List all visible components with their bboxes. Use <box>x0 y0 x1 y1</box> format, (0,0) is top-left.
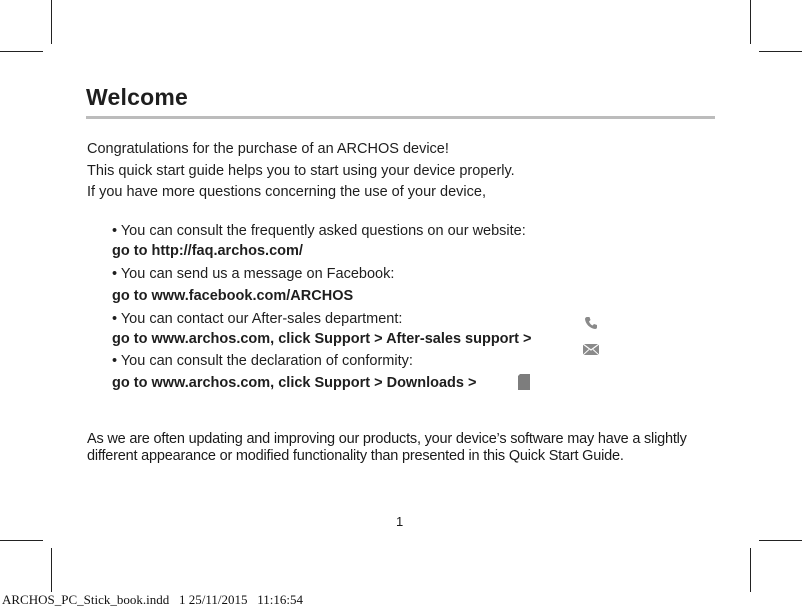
envelope-icon <box>583 340 599 359</box>
page-number: 1 <box>396 514 404 529</box>
bullet-facebook: • You can send us a message on Facebook: <box>112 266 395 282</box>
document-icon <box>518 374 530 394</box>
link-after-sales[interactable]: go to www.archos.com, click Support > After-sales support > <box>112 331 532 347</box>
crop-mark-top-right-horizontal <box>759 51 802 52</box>
link-faq[interactable]: go to http://faq.archos.com/ <box>112 243 303 259</box>
bullet-faq: • You can consult the frequently asked questions on our website: <box>112 223 526 239</box>
link-facebook[interactable]: go to www.facebook.com/ARCHOS <box>112 288 354 304</box>
bullet-after-sales: • You can contact our After-sales department: <box>112 311 403 327</box>
print-slug: ARCHOS_PC_Stick_book.indd 1 25/11/2015 11:16:54 <box>2 592 303 607</box>
title-rule <box>86 116 715 119</box>
crop-mark-bottom-right-horizontal <box>759 540 802 541</box>
crop-mark-bottom-right-vertical <box>750 548 751 592</box>
bullet-conformity: • You can consult the declaration of conformity: <box>112 353 413 369</box>
crop-mark-bottom-left-horizontal <box>0 540 43 541</box>
crop-mark-top-left-horizontal <box>0 51 43 52</box>
crop-mark-top-left-vertical <box>51 0 52 44</box>
phone-icon <box>584 315 598 334</box>
page-title: Welcome <box>86 84 188 110</box>
intro-line-1: Congratulations for the purchase of an ARCHOS device! <box>87 141 449 157</box>
link-downloads[interactable]: go to www.archos.com, click Support > Downloads > <box>112 375 477 391</box>
crop-mark-bottom-left-vertical <box>51 548 52 592</box>
intro-line-3: If you have more questions concerning the use of your device, <box>87 184 486 200</box>
intro-line-2: This quick start guide helps you to start using your device properly. <box>87 163 515 179</box>
disclaimer-note: As we are often updating and improving our products, your device’s software may have a slightly different appearance or modified functionality than presented in this Quick Start Guide. <box>87 431 687 464</box>
crop-mark-top-right-vertical <box>750 0 751 44</box>
